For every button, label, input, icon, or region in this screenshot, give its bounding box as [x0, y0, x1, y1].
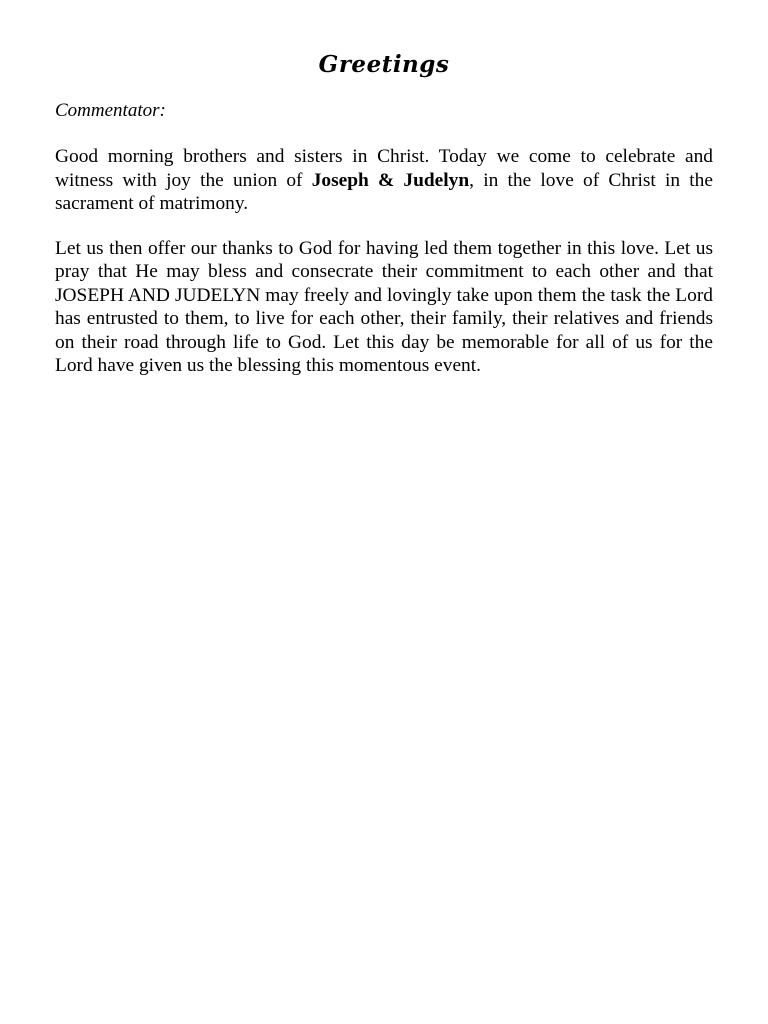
speaker-label: Commentator:: [55, 100, 166, 121]
greeting-text-end: , in the love of Christ in the sacrament of matrimony.: [55, 169, 713, 214]
page-title: Greetings: [318, 51, 450, 78]
couple-names: Joseph & Judelyn: [311, 169, 470, 191]
prayer-paragraph: Let us then offer our thanks to God for having led them together in this love. Let us pray that He may bless and consecrate their commitment to each other and that JOSEPH AND JUDELYN may freely and lovingly take upon them the task the Lord has entrusted to them, to live for each other, their family, their relatives and friends on their road through life to God. Let this day be memorable for all of us for the Lord have given us the blessing this momentous event.: [55, 237, 713, 376]
greeting-paragraph: [55, 145, 713, 216]
document-page: [55, 44, 713, 378]
greeting-text-start: Good morning brothers and sisters in Christ. Today we come to celebrate and witness with joy the union of: [55, 146, 713, 191]
